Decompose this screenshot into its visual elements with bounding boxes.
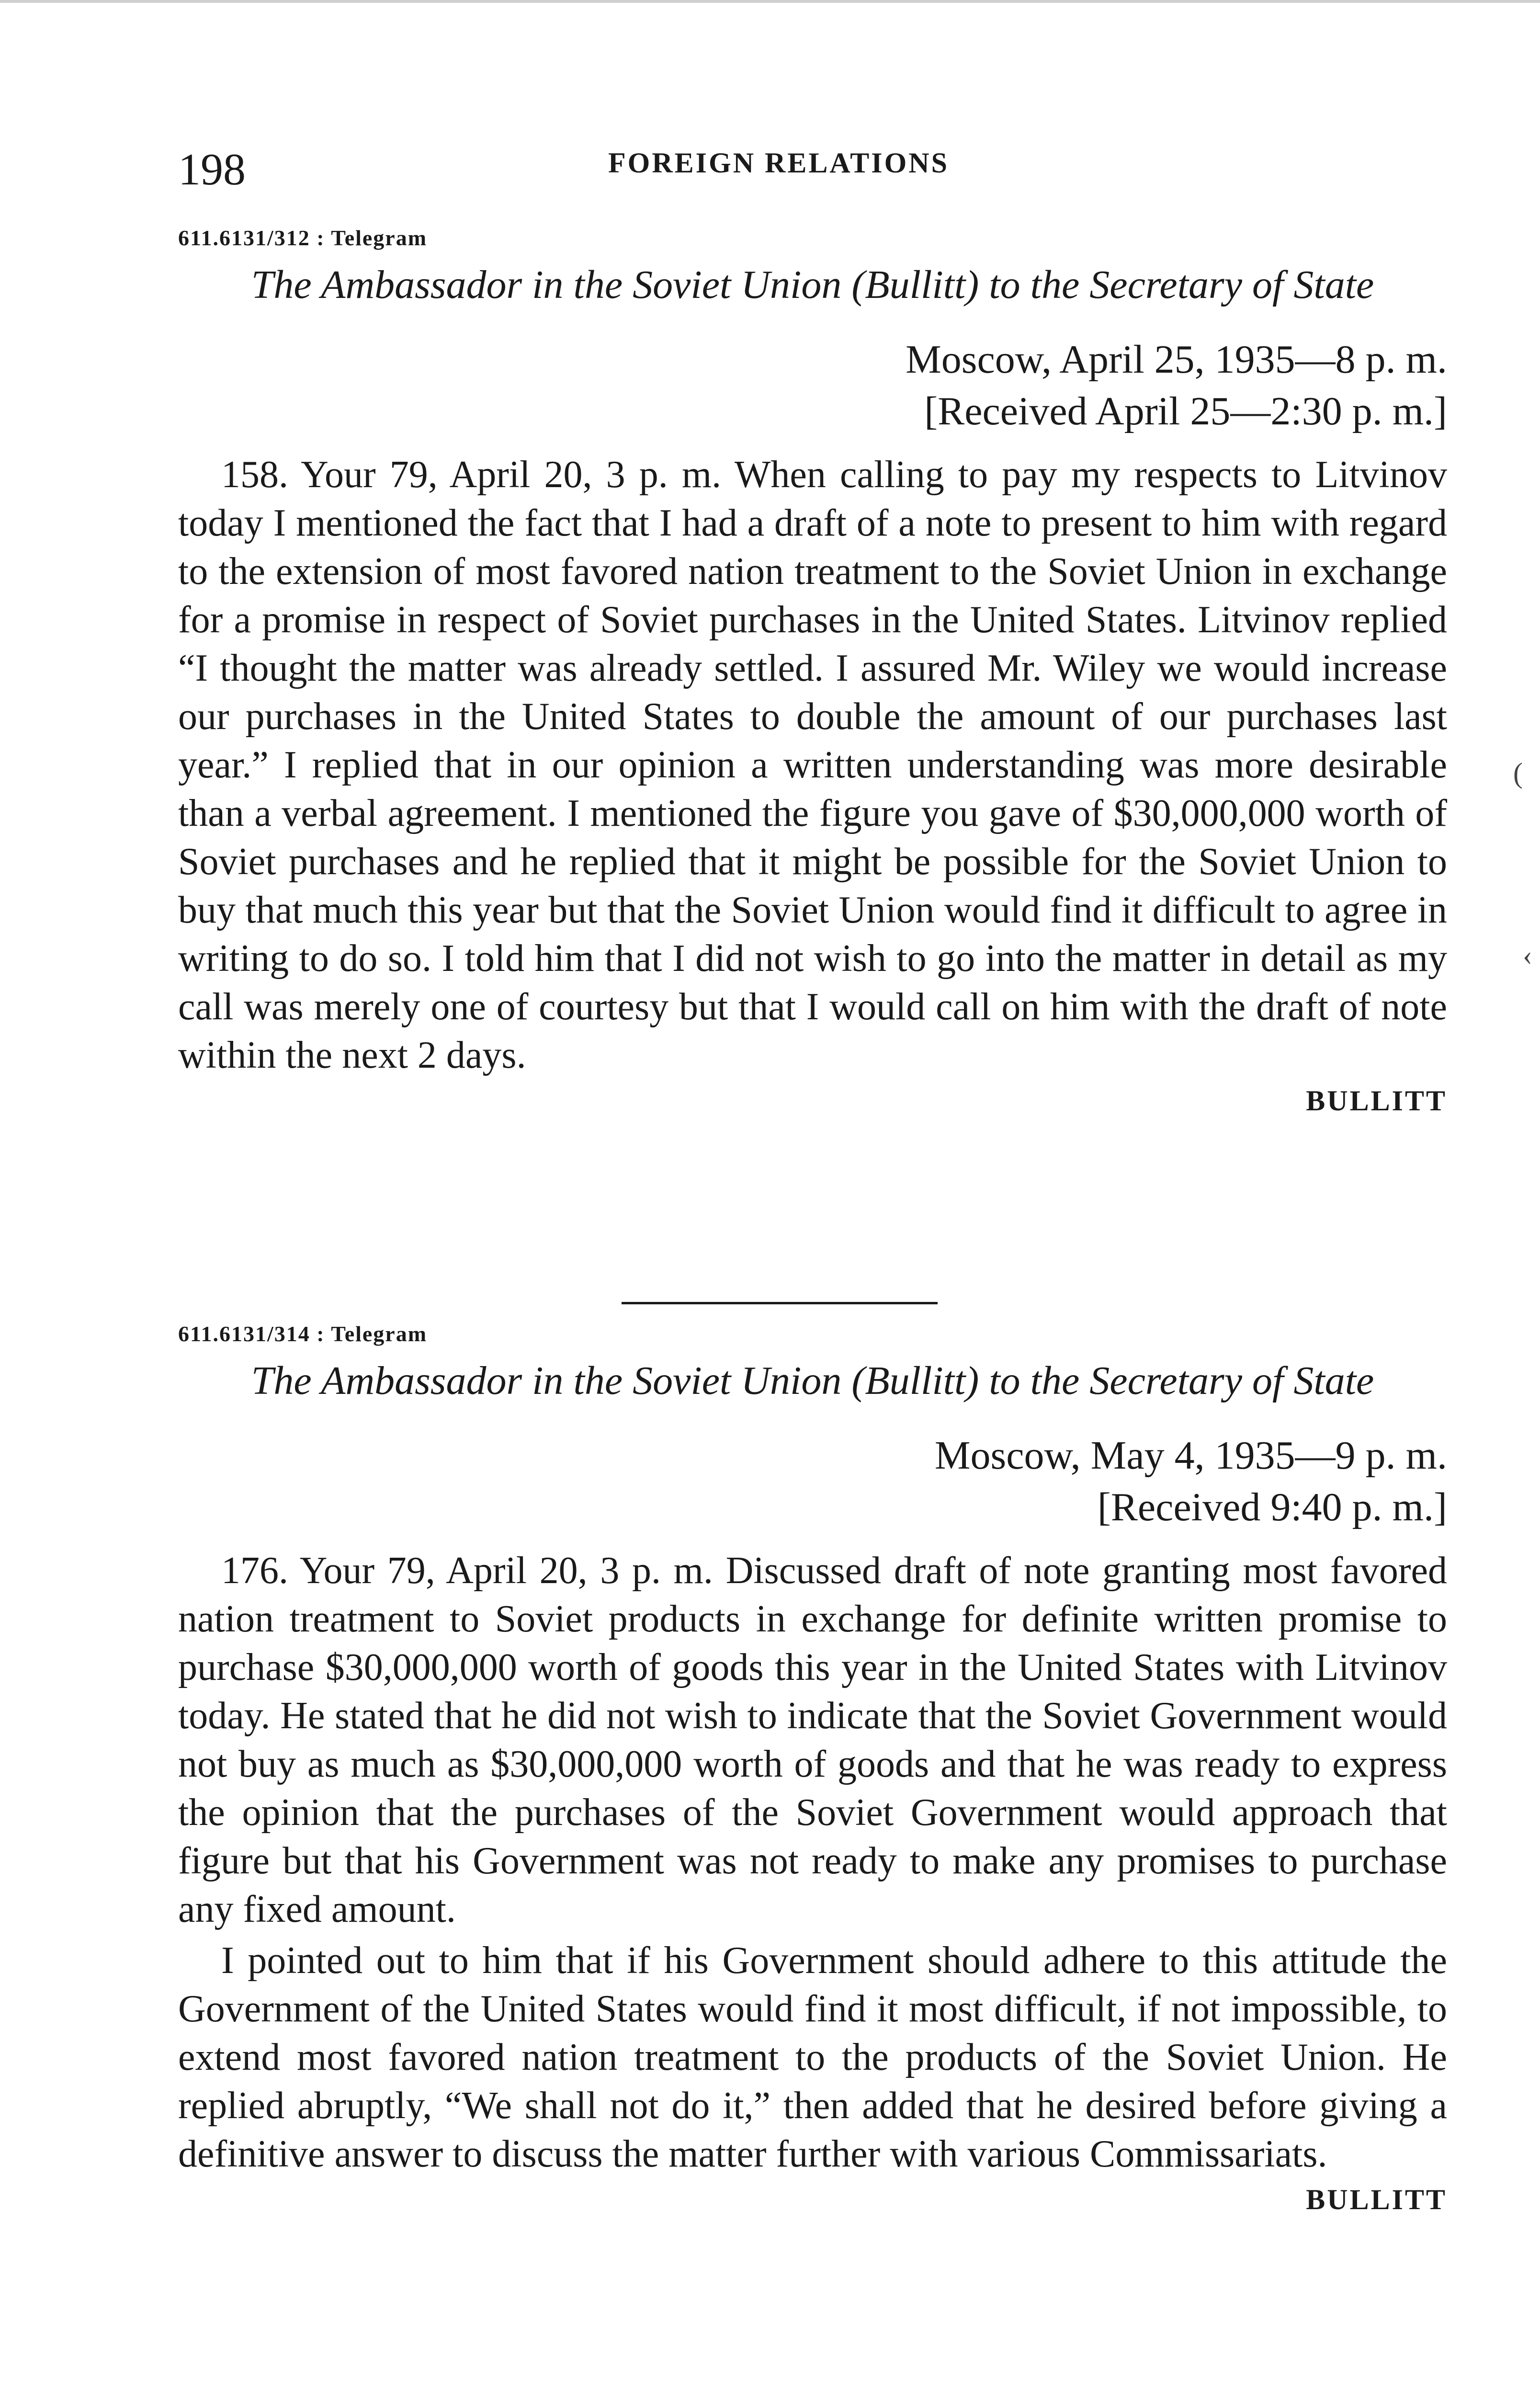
received-line: [Received April 25—2:30 p. m.] [924, 389, 1447, 433]
document-title: The Ambassador in the Soviet Union (Bullitt) to the Secretary of State [251, 1358, 1374, 1403]
dateline: Moscow, May 4, 1935—9 p. m. [934, 1433, 1447, 1478]
page-number: 198 [178, 145, 246, 194]
scan-top-edge [0, 0, 1540, 3]
margin-mark: ( [1513, 757, 1523, 789]
running-head: FOREIGN RELATIONS [608, 147, 950, 179]
document-2 [178, 1321, 1447, 2216]
received-line: [Received 9:40 p. m.] [1097, 1485, 1447, 1529]
margin-mark: ‹ [1523, 939, 1532, 971]
file-reference: 611.6131/312 : Telegram [178, 226, 428, 250]
paragraph: I pointed out to him that if his Government should adhere to this attitude the Government of the United States would find it most difficult, if not impossible, to extend most favored nation treatment to the products of the Soviet Union. He replied abruptly, “We shall not do it,” then added that he desired before giving a definitive answer to discuss the matter further with various Commissariats. [178, 1939, 1447, 2175]
separator-rule [622, 1302, 938, 1304]
paragraph: 158. Your 79, April 20, 3 p. m. When calling to pay my respects to Litvinov today I mentioned the fact that I had a draft of a note to present to him with regard to the extension of most favored nation treatment to the Soviet Union in exchange for a promise in respect of Soviet purchases in the United States. Litvinov replied “I thought the matter was already settled. I assured Mr. Wiley we would increase our purchases in the United States to double the amount of our purchases last year.” I replied that in our opinion a written understanding was more desirable than a verbal agreement. I mentioned the figure you gave of $30,000,000 worth of Soviet purchases and he replied that it might be possible for the Soviet Union to buy that much this year but that the Soviet Union would find it difficult to agree in writing to do so. I told him that I did not wish to go into the matter in detail as my call was merely one of courtesy but that I would call on him with the draft of note within the next 2 days. [178, 454, 1447, 1076]
signature: BULLITT [1306, 1085, 1447, 1117]
dateline: Moscow, April 25, 1935—8 p. m. [906, 337, 1447, 382]
document-1 [178, 225, 1447, 1118]
document-title: The Ambassador in the Soviet Union (Bullitt) to the Secretary of State [251, 262, 1374, 307]
signature: BULLITT [1306, 2184, 1447, 2215]
paragraph: 176. Your 79, April 20, 3 p. m. Discussed draft of note granting most favored nation treatment to Soviet products in exchange for definite written promise to purchase $30,000,000 worth of goods this year in the United States with Litvinov today. He stated that he did not wish to indicate that the Soviet Government would not buy as much as $30,000,000 worth of goods and that he was ready to express the opinion that the purchases of the Soviet Government would approach that figure but that his Government was not ready to make any promises to purchase any fixed amount. [178, 1550, 1447, 1930]
file-reference: 611.6131/314 : Telegram [178, 1322, 428, 1346]
